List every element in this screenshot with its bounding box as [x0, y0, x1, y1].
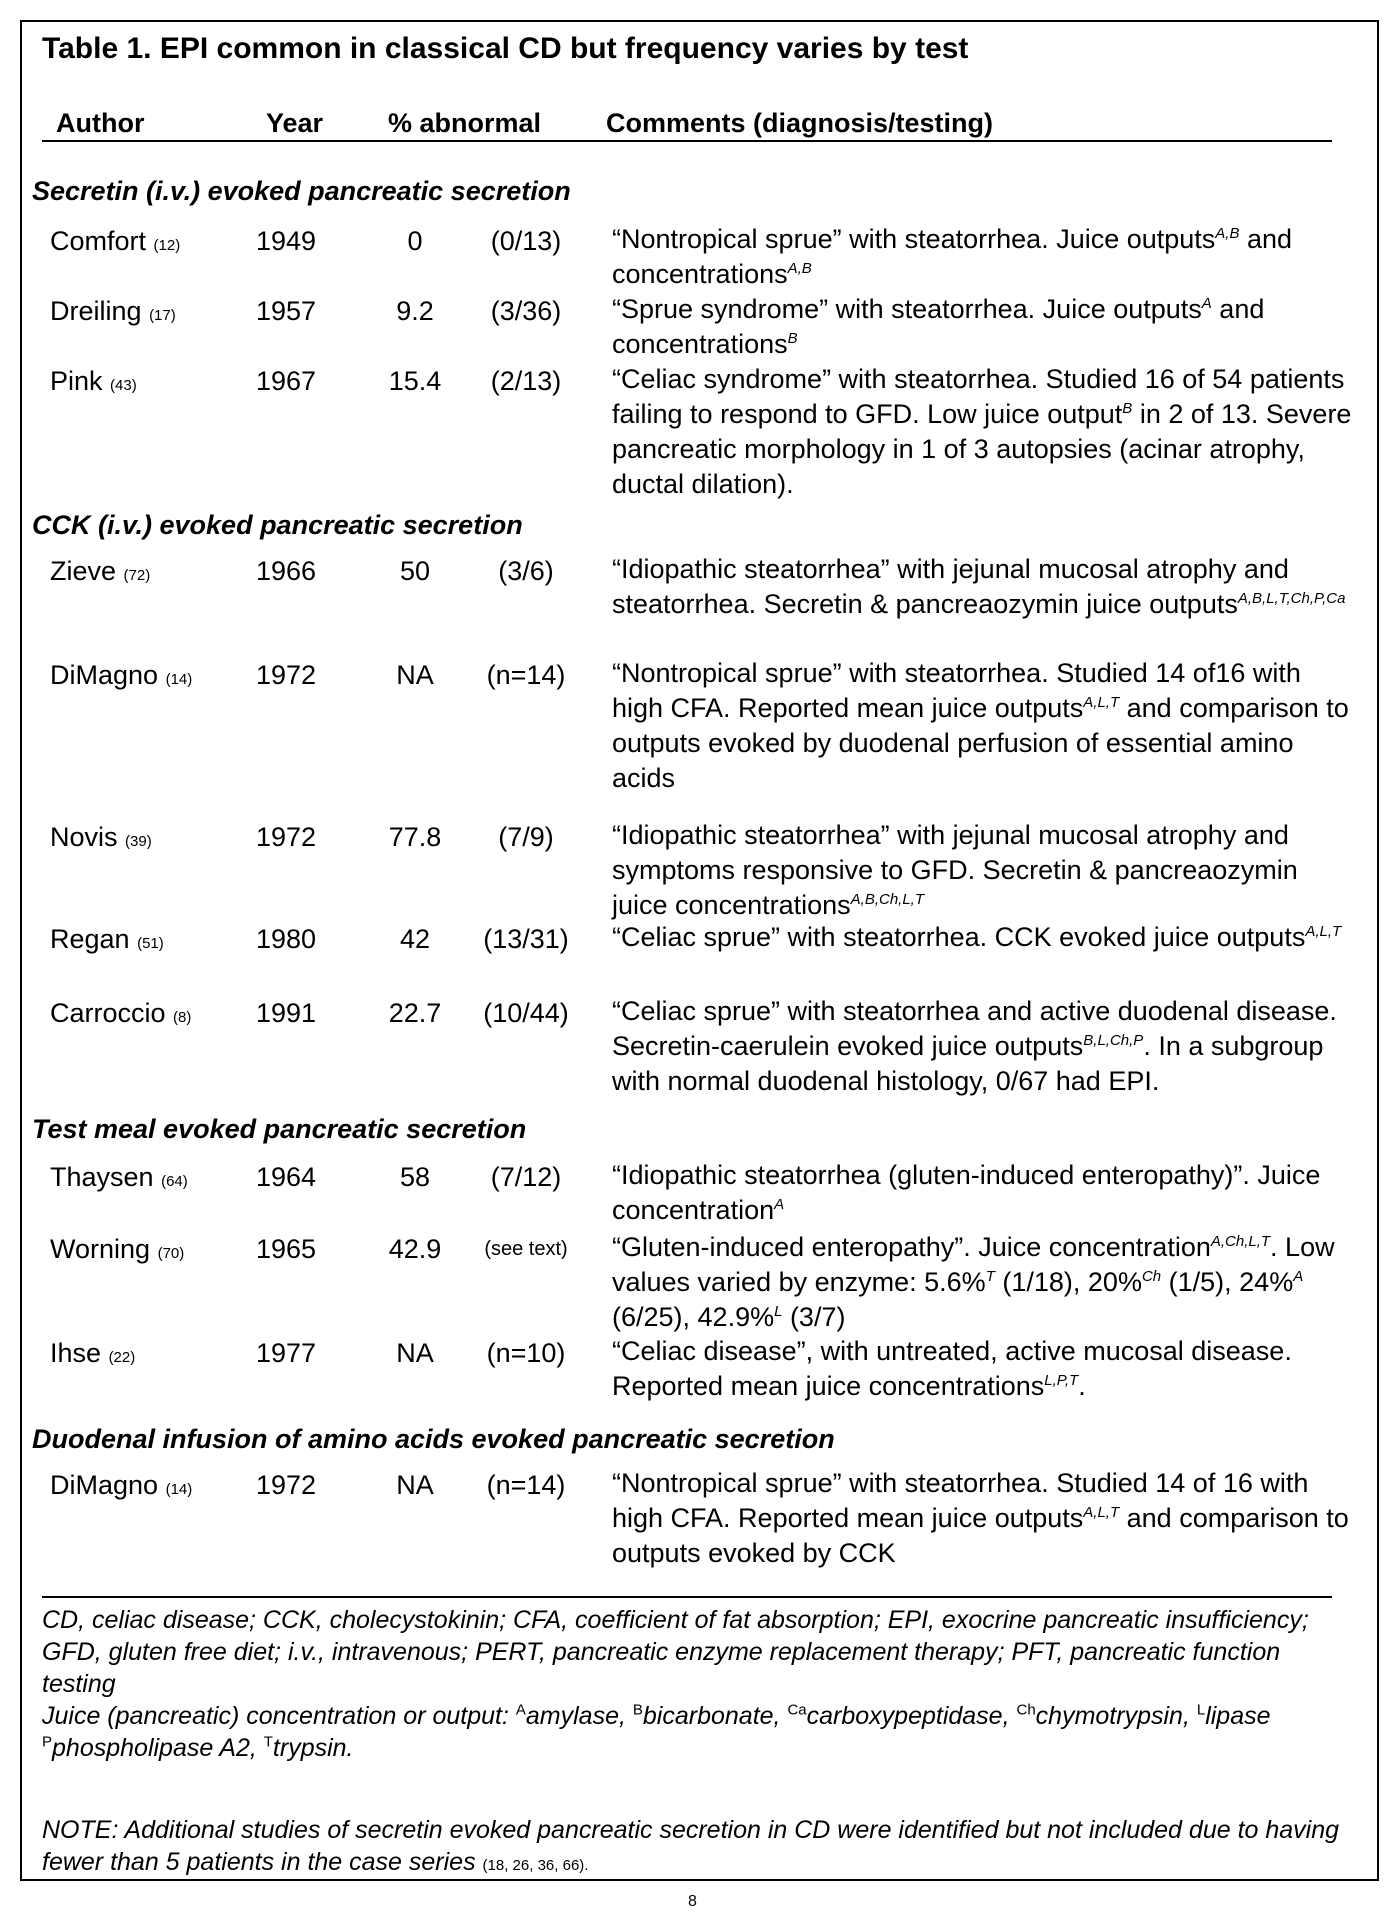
year-cell: 1980: [256, 924, 317, 954]
juice-footnote-prefix: Juice (pancreatic) concentration or output:: [42, 1702, 516, 1730]
fraction-cell: (n=10): [486, 1338, 566, 1368]
superscript: A: [774, 1196, 785, 1213]
author-cell: [50, 1470, 192, 1501]
reference-number: (8): [173, 1009, 192, 1026]
year-cell: 1967: [256, 366, 317, 396]
comment-cell: “Celiac sprue” with steatorrhea and active duodenal disease. Secretin-caerulein evoked juice outputs$^{B,L,Ch,P}$. In a subgroup with normal duodenal histology, 0/67 had EPI.: [612, 996, 1337, 1096]
superscript: B: [787, 330, 798, 347]
fraction-cell: (2/13): [490, 366, 562, 396]
superscript: A: [1201, 295, 1212, 312]
note-footnote: [42, 1814, 1342, 1882]
note-text: NOTE: Additional studies of secretin evoked pancreatic secretion in CD were identified but not included due to having fewer than 5 patients in the case series: [42, 1816, 1340, 1876]
year-cell: 1949: [256, 226, 317, 256]
percent-cell: 42.9: [388, 1234, 442, 1264]
fraction-cell: (3/36): [490, 296, 562, 326]
superscript: A,B: [787, 260, 812, 277]
author-cell: [50, 660, 192, 691]
year-cell: 1966: [256, 556, 317, 586]
footnote-rule: [42, 1596, 1332, 1598]
author-name: Novis: [50, 822, 118, 852]
author-name: Carroccio: [50, 998, 166, 1028]
author-cell: [50, 1338, 135, 1369]
superscript: A,B,Ch,L,T: [850, 891, 924, 908]
comment-cell: “Idiopathic steatorrhea” with jejunal mucosal atrophy and steatorrhea. Secretin & pancreaozymin juice outputs$^{A,B,L,T,Ch,P,Ca}$: [612, 554, 1346, 619]
enzyme-superscript: P: [42, 1733, 53, 1751]
superscript: B: [1122, 400, 1133, 417]
percent-cell: 15.4: [388, 366, 442, 396]
year-cell: 1972: [256, 660, 317, 690]
percent-cell: NA: [396, 1470, 434, 1500]
superscript: Ch: [1141, 1268, 1162, 1285]
superscript: B,L,Ch,P: [1083, 1032, 1144, 1049]
comment-cell: “Nontropical sprue” with steatorrhea. Studied 14 of16 with high CFA. Reported mean juice outputs$^{A,L,T}$ and comparison to outputs evoked by duodenal perfusion of essential amino acids: [612, 658, 1349, 793]
author-cell: [50, 296, 176, 327]
author-name: Pink: [50, 366, 103, 396]
fraction-cell: (13/31): [483, 924, 569, 954]
header-comments: Comments (diagnosis/testing): [606, 108, 994, 138]
year-cell: 1972: [256, 822, 317, 852]
author-cell: [50, 998, 191, 1029]
year-cell: 1972: [256, 1470, 317, 1500]
comment-cell: “Celiac sprue” with steatorrhea. CCK evoked juice outputs$^{A,L,T}$: [612, 922, 1342, 952]
superscript: A: [1293, 1268, 1304, 1285]
section-heading: Test meal evoked pancreatic secretion: [32, 1114, 527, 1144]
enzyme-superscript: Ch: [1016, 1701, 1036, 1719]
percent-cell: 50: [399, 556, 431, 586]
author-name: Regan: [50, 924, 130, 954]
year-cell: 1977: [256, 1338, 317, 1368]
section-heading: Secretin (i.v.) evoked pancreatic secretion: [32, 176, 571, 206]
author-name: DiMagno: [50, 1470, 159, 1500]
author-cell: [50, 556, 150, 587]
enzyme-superscript: Ca: [787, 1701, 807, 1719]
table-title: Table 1. EPI common in classical CD but frequency varies by test: [42, 32, 969, 65]
comment-cell: “Nontropical sprue” with steatorrhea. Juice outputs$^{A,B}$ and concentrations$^{A,B}$: [612, 224, 1293, 289]
percent-cell: NA: [396, 1338, 434, 1368]
reference-number: (39): [125, 833, 152, 850]
fraction-cell: (10/44): [483, 998, 569, 1028]
enzyme-name: bicarbonate,: [642, 1702, 788, 1730]
reference-number: (12): [153, 237, 181, 254]
header-rule: [42, 140, 1332, 142]
percent-cell: NA: [396, 660, 434, 690]
reference-number: (64): [161, 1173, 188, 1190]
author-name: Ihse: [50, 1338, 102, 1368]
author-name: Thaysen: [50, 1162, 154, 1192]
header-year: Year: [266, 108, 324, 138]
superscript: A,L,T: [1305, 923, 1342, 940]
enzyme-superscript: A: [515, 1701, 526, 1719]
abbreviations-footnote: CD, celiac disease; CCK, cholecystokinin; CFA, coefficient of fat absorption; EPI, exocrine pancreatic insufficiency; GFD, gluten free diet; i.v., intravenous; PERT, pancreatic enzyme replacement therapy; PFT, pancreatic function testing: [42, 1606, 1309, 1698]
reference-number: (51): [137, 935, 164, 952]
header-author: Author: [56, 108, 145, 138]
superscript: L: [774, 1303, 783, 1320]
comment-cell: “Sprue syndrome” with steatorrhea. Juice outputs$^A$ and concentrations$^B$: [612, 294, 1265, 359]
year-cell: 1964: [256, 1162, 317, 1192]
percent-cell: 77.8: [388, 822, 442, 852]
comment-cell: “Nontropical sprue” with steatorrhea. Studied 14 of 16 with high CFA. Reported mean juice outputs$^{A,L,T}$ and comparison to outputs evoked by CCK: [612, 1468, 1349, 1568]
author-name: Comfort: [50, 226, 147, 256]
fraction-cell: (see text): [484, 1238, 568, 1260]
superscript: A,Ch,L,T: [1210, 1233, 1271, 1250]
percent-cell: 0: [407, 226, 423, 256]
author-name: Dreiling: [50, 296, 142, 326]
author-name: Worning: [50, 1234, 151, 1264]
reference-number: (14): [165, 671, 193, 688]
year-cell: 1991: [256, 998, 317, 1028]
author-cell: [50, 366, 137, 397]
author-name: DiMagno: [50, 660, 159, 690]
fraction-cell: (7/12): [490, 1162, 562, 1192]
reference-number: (72): [123, 567, 151, 584]
enzyme-name: phospholipase A2,: [52, 1734, 264, 1762]
reference-number: (17): [149, 307, 176, 324]
enzyme-superscript: L: [1196, 1701, 1206, 1719]
comment-cell: “Celiac syndrome” with steatorrhea. Studied 16 of 54 patients failing to respond to GFD. Low juice output$^B$ in 2 of 13. Severe pancreatic morphology in 1 of 3 autopsies (acinar atrophy, ductal dilation).: [612, 364, 1352, 499]
superscript: T: [985, 1268, 995, 1285]
superscript: A,L,T: [1083, 1504, 1120, 1521]
author-cell: [50, 1162, 188, 1193]
author-cell: [50, 1234, 184, 1265]
enzyme-name: carboxypeptidase,: [806, 1702, 1017, 1730]
percent-cell: 22.7: [388, 998, 442, 1028]
note-refs: (18, 26, 36, 66).: [482, 1857, 589, 1874]
author-cell: [50, 822, 152, 853]
percent-cell: 9.2: [396, 296, 434, 326]
year-cell: 1957: [256, 296, 317, 326]
header-abnormal: % abnormal: [388, 108, 542, 138]
fraction-cell: (n=14): [486, 1470, 566, 1500]
reference-number: (43): [110, 377, 137, 394]
enzyme-name: trypsin.: [272, 1734, 354, 1762]
section-heading: Duodenal infusion of amino acids evoked pancreatic secretion: [32, 1424, 835, 1454]
superscript: A,B,L,T,Ch,P,Ca: [1237, 590, 1346, 607]
percent-cell: 58: [399, 1162, 431, 1192]
fraction-cell: (7/9): [498, 822, 554, 852]
enzyme-name: lipase: [1205, 1702, 1271, 1730]
page-number: 8: [688, 1893, 697, 1910]
comment-cell: “Celiac disease”, with untreated, active mucosal disease. Reported mean juice concentrations$^{L,P,T}$.: [612, 1336, 1292, 1401]
comment-cell: “Idiopathic steatorrhea (gluten-induced enteropathy)”. Juice concentration$^A$: [612, 1160, 1321, 1225]
reference-number: (22): [108, 1349, 136, 1366]
superscript: A,L,T: [1083, 694, 1120, 711]
fraction-cell: (3/6): [498, 556, 554, 586]
author-cell: [50, 226, 180, 257]
fraction-cell: (0/13): [490, 226, 562, 256]
comment-cell: “Gluten-induced enteropathy”. Juice concentration$^{A,Ch,L,T}$. Low values varied by enzyme: 5.6%$^T$ (1/18), 20%$^{Ch}$ (1/5), 24%$^A$ (6/25), 42.9%$^L$ (3/7): [612, 1232, 1335, 1332]
comment-cell: “Idiopathic steatorrhea” with jejunal mucosal atrophy and symptoms responsive to GFD. Secretin & pancreaozymin juice concentrations$^{A,B,Ch,L,T}$: [612, 820, 1298, 920]
enzyme-superscript: B: [632, 1701, 643, 1719]
enzyme-name: chymotrypsin,: [1035, 1702, 1197, 1730]
enzyme-name: amylase,: [525, 1702, 633, 1730]
fraction-cell: (n=14): [486, 660, 566, 690]
juice-footnote: [42, 1700, 1342, 1764]
year-cell: 1965: [256, 1234, 317, 1264]
superscript: A,B: [1215, 225, 1240, 242]
reference-number: (70): [157, 1245, 185, 1262]
section-heading: CCK (i.v.) evoked pancreatic secretion: [32, 510, 523, 540]
author-name: Zieve: [50, 556, 117, 586]
enzyme-superscript: T: [263, 1733, 273, 1751]
superscript: L,P,T: [1044, 1372, 1079, 1389]
percent-cell: 42: [399, 924, 431, 954]
author-cell: [50, 924, 164, 955]
reference-number: (14): [165, 1481, 193, 1498]
